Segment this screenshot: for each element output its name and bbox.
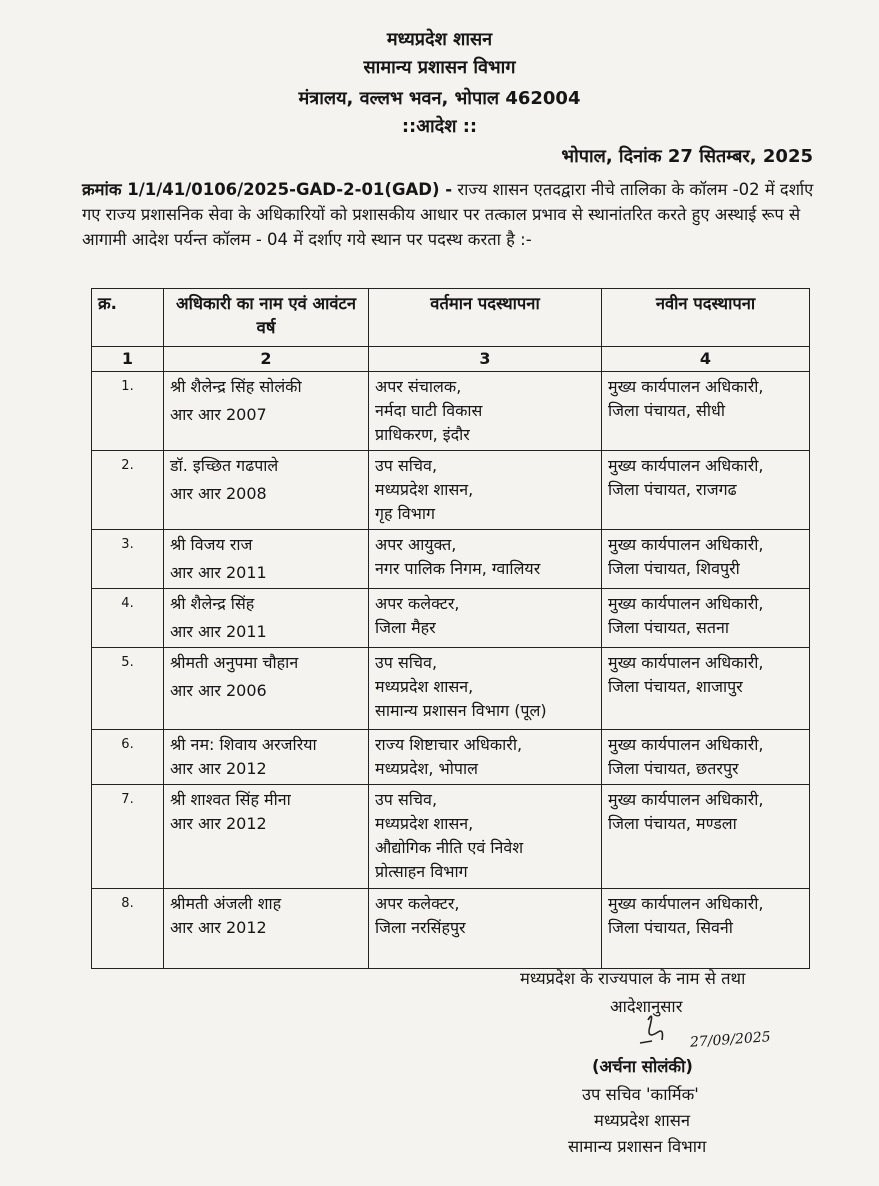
- header-current-posting: वर्तमान पदस्थापना: [369, 289, 602, 347]
- header-serial: क्र.: [92, 289, 164, 347]
- officer-name: श्रीमती अंजली शाह: [170, 894, 282, 913]
- signatory-name: (अर्चना सोलंकी): [592, 1057, 693, 1076]
- signatory-organisation: मध्यप्रदेश शासन: [594, 1111, 691, 1130]
- signature-authority-line: मध्यप्रदेश के राज्यपाल के नाम से तथा: [520, 969, 746, 988]
- new-posting: मुख्य कार्यपालन अधिकारी, जिला पंचायत, मण्डला: [602, 785, 810, 889]
- allotment-batch: आर आर 2007: [170, 405, 267, 424]
- current-posting: उप सचिव, मध्यप्रदेश शासन, औद्योगिक नीति एवं निवेश प्रोत्साहन विभाग: [369, 785, 602, 889]
- current-posting: अपर कलेक्टर, जिला नरसिंहपुर: [369, 889, 602, 969]
- column-number: 3: [369, 347, 602, 372]
- order-reference-number: क्रमांक 1/1/41/0106/2025-GAD-2-01(GAD) -: [82, 180, 453, 199]
- order-body-text: राज्य शासन एतदद्वारा नीचे तालिका के कॉलम -02 में दर्शाए गए राज्य प्रशासनिक सेवा के अधिकारियों को प्रशासकीय आधार पर तत्काल प्रभाव से स्थानांतरित करते हुए अस्थाई रूप से आगामी आदेश पर्यन्त कॉलम - 04 में दर्शाए गये स्थान पर पदस्थ करता है :-: [82, 180, 814, 249]
- column-number: 2: [164, 347, 369, 372]
- serial-number: 2.: [92, 451, 164, 530]
- current-posting: राज्य शिष्टाचार अधिकारी, मध्यप्रदेश, भोपाल: [369, 730, 602, 785]
- officer-name: श्री शैलेन्द्र सिंह: [170, 594, 255, 613]
- header-officer-name: अधिकारी का नाम एवं आवंटन वर्ष: [164, 289, 369, 347]
- allotment-batch: आर आर 2012: [170, 918, 267, 937]
- header-department: सामान्य प्रशासन विभाग: [363, 57, 516, 78]
- header-address: मंत्रालय, वल्लभ भवन, भोपाल 462004: [298, 88, 581, 109]
- serial-number: 5.: [92, 648, 164, 730]
- new-posting: मुख्य कार्यपालन अधिकारी, जिला पंचायत, शाजापुर: [602, 648, 810, 730]
- header-order-title: ::आदेश ::: [401, 116, 478, 137]
- officer-name: श्रीमती अनुपमा चौहान: [170, 653, 299, 672]
- officer-name: डॉ. इच्छित गढपाले: [170, 456, 279, 475]
- column-number: 4: [602, 347, 810, 372]
- serial-number: 4.: [92, 589, 164, 648]
- allotment-batch: आर आर 2008: [170, 484, 267, 503]
- header-new-posting: नवीन पदस्थापना: [602, 289, 810, 347]
- new-posting: मुख्य कार्यपालन अधिकारी, जिला पंचायत, सतना: [602, 589, 810, 648]
- serial-number: 3.: [92, 530, 164, 589]
- new-posting: मुख्य कार्यपालन अधिकारी, जिला पंचायत, छतरपुर: [602, 730, 810, 785]
- officer-name: श्री शाश्वत सिंह मीना: [170, 790, 291, 809]
- officer-name: श्री विजय राज: [170, 535, 253, 554]
- officer-name: श्री शैलेन्द्र सिंह सोलंकी: [170, 377, 302, 396]
- current-posting: अपर आयुक्त, नगर पालिक निगम, ग्वालियर: [369, 530, 602, 589]
- signature-order-line: आदेशानुसार: [610, 997, 683, 1016]
- allotment-batch: आर आर 2011: [170, 563, 267, 582]
- current-posting: अपर संचालक, नर्मदा घाटी विकास प्राधिकरण, इंदौर: [369, 372, 602, 451]
- serial-number: 8.: [92, 889, 164, 969]
- new-posting: मुख्य कार्यपालन अधिकारी, जिला पंचायत, शिवपुरी: [602, 530, 810, 589]
- new-posting: मुख्य कार्यपालन अधिकारी, जिला पंचायत, राजगढ: [602, 451, 810, 530]
- serial-number: 1.: [92, 372, 164, 451]
- allotment-batch: आर आर 2012: [170, 814, 267, 833]
- signatory-designation: उप सचिव 'कार्मिक': [582, 1085, 699, 1104]
- current-posting: अपर कलेक्टर, जिला मैहर: [369, 589, 602, 648]
- header-state-government: मध्यप्रदेश शासन: [386, 29, 493, 50]
- allotment-batch: आर आर 2011: [170, 622, 267, 641]
- handwritten-date: 27/09/2025: [689, 1029, 772, 1051]
- new-posting: मुख्य कार्यपालन अधिकारी, जिला पंचायत, सिवनी: [602, 889, 810, 969]
- serial-number: 7.: [92, 785, 164, 889]
- signatory-department: सामान्य प्रशासन विभाग: [568, 1137, 707, 1156]
- serial-number: 6.: [92, 730, 164, 785]
- current-posting: उप सचिव, मध्यप्रदेश शासन, सामान्य प्रशासन विभाग (पूल): [369, 648, 602, 730]
- allotment-batch: आर आर 2012: [170, 759, 267, 778]
- new-posting: मुख्य कार्यपालन अधिकारी, जिला पंचायत, सीधी: [602, 372, 810, 451]
- current-posting: उप सचिव, मध्यप्रदेश शासन, गृह विभाग: [369, 451, 602, 530]
- officer-name: श्री नम: शिवाय अरजरिया: [170, 735, 317, 754]
- allotment-batch: आर आर 2006: [170, 681, 267, 700]
- column-number: 1: [92, 347, 164, 372]
- order-date: भोपाल, दिनांक 27 सितम्बर, 2025: [561, 146, 813, 167]
